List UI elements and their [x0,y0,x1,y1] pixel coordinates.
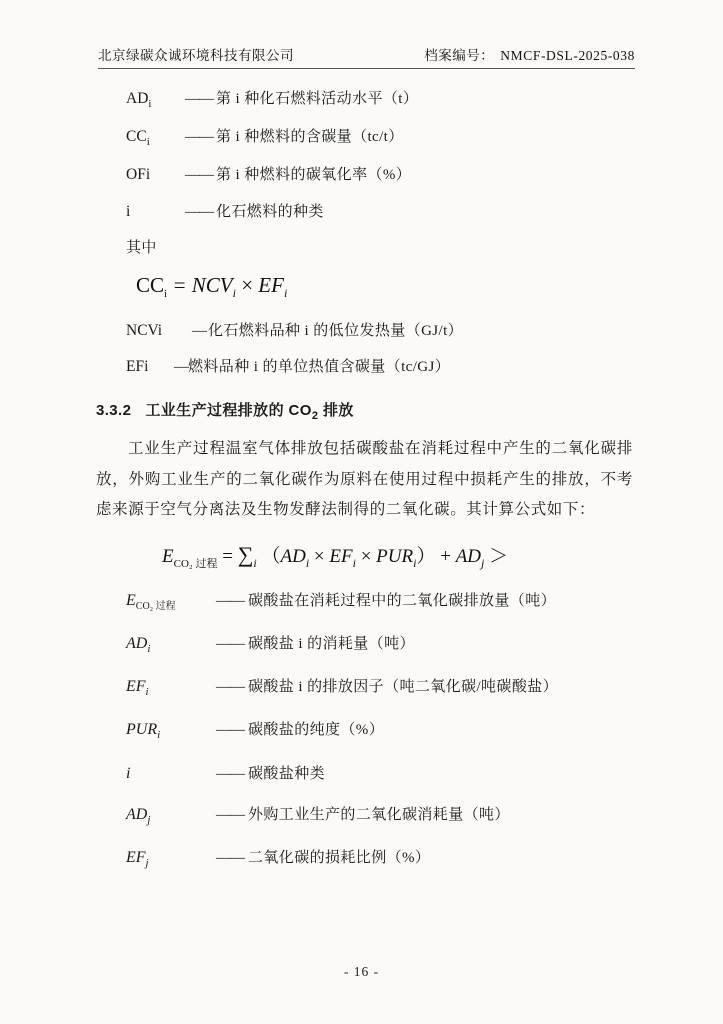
formula-lhs: CC [136,272,165,297]
formula2-pur: PUR [376,546,414,568]
definition-text: 化石燃料的种类 [216,203,324,220]
formula2-close-paren: ） [416,546,436,568]
formula2-times-1: × [313,546,325,568]
formula-equals: = [172,272,187,297]
archive-label: 档案编号： [424,48,495,63]
definition-text: 燃料品种 i 的单位热值含碳量（tc/GJ） [188,359,451,376]
header-company: 北京绿碳众诚环境科技有限公司 [98,48,294,63]
formula2-adj: AD [455,546,482,568]
definition-dash: —— [185,129,213,146]
definition-text: 二氧化碳的损耗比例（%） [248,849,431,866]
definition-line [96,632,633,655]
page-header [98,44,635,69]
definition-text: 碳酸盐的纯度（%） [248,722,385,739]
definition-line [96,803,633,826]
formula-times: × [241,272,254,297]
definition-line [96,718,633,741]
formula2-ad: AD [280,546,306,568]
definition-line [96,319,633,343]
definition-text: 碳酸盐在消耗过程中的二氧化碳排放量（吨） [248,592,557,609]
definition-dash: —— [216,636,244,653]
formula2-sum-sub: i [253,555,257,570]
definition-text: 第 i 种燃料的含碳量（tc/t） [216,129,404,146]
formula2-equals: = [222,546,233,568]
definition-text: 化石燃料品种 i 的低位发热量（GJ/t） [208,322,464,339]
definition-dash: —— [216,592,244,609]
header-archive [424,44,635,64]
section-title-after: 排放 [318,402,354,420]
formula-ncv-sub: i [232,285,236,300]
definition-line [96,87,633,113]
definition-line [96,675,633,698]
formula2-pur-sub: i [413,555,417,570]
definition-dash: —— [216,765,244,782]
definition-text: 碳酸盐种类 [248,765,326,782]
definition-text: 第 i 种燃料的碳氧化率（%） [216,167,412,184]
section-number: 3.3.2 [96,402,132,420]
definition-symbol: OFi [126,166,151,184]
formula-lhs-sub: i [164,287,168,300]
definition-line [96,846,633,869]
formula-cc [96,273,633,301]
definition-symbol: $AD_i$ [126,635,151,656]
definition-text: 碳酸盐 i 的排放因子（吨二氧化碳/吨碳酸盐） [248,679,559,696]
formula-ef: EF [258,272,284,297]
definition-line [96,200,633,224]
section-paragraph: 工业生产过程温室气体排放包括碳酸盐在消耗过程中产生的二氧化碳排放，外购工业生产的二氧化碳作为原料在使用过程中损耗产生的排放，不考虑来源于空气分离法及生物发酵法制得的二氧化碳。其计算公式如下： [96,440,633,518]
definition-symbol: $PUR_i$ [126,721,161,742]
formula2-times-2: × [360,546,372,568]
formula-ncv: NCV [191,272,233,297]
section-heading [96,399,633,422]
formula2-lhs: E [162,546,174,568]
definition-dash: —— [216,679,244,696]
formula2-sum: ∑ [237,542,254,568]
archive-number: NMCF-DSL-2025-038 [500,48,635,63]
definition-dash: —— [185,203,213,220]
formula-co2-process [96,541,633,571]
definition-dash: —— [185,91,213,107]
definition-line [96,762,633,783]
definition-line [96,589,633,612]
definition-symbol: i [126,764,131,782]
definition-text: 外购工业生产的二氧化碳消耗量（吨） [248,806,510,823]
formula2-ad-sub: i [305,555,310,570]
formula2-tail: ＞ [489,546,509,568]
definition-symbol: EFi [126,358,149,376]
formula2-ef: EF [329,546,353,568]
definition-line [96,163,633,187]
formula2-plus: + [440,546,451,568]
definition-text: 碳酸盐 i 的消耗量（吨） [248,636,415,653]
definition-dash: — [192,322,206,339]
definition-dash: —— [216,722,244,739]
definition-line [96,125,633,151]
definition-dash: —— [216,849,244,866]
formula2-lhs-sub: CO₂ 过程 [173,557,218,570]
formula2-adj-sub: j [481,555,485,570]
section-title-before: 工业生产过程排放的 CO [145,402,312,420]
definition-symbol: $AD_i$ [126,90,152,111]
definition-dash: — [174,359,188,376]
definition-dash: —— [216,806,244,823]
definition-symbol: i [126,202,131,220]
definition-line [96,355,633,379]
definition-symbol: $EF_j$ [126,848,149,870]
page-content [96,87,633,869]
formula2-ef-sub: i [352,555,356,570]
definition-symbol: $CC_i$ [126,128,150,149]
definition-symbol: NCVi [126,321,163,339]
formula-ef-sub: i [283,285,288,300]
definition-symbol: $E_{CO_2 过程}$ [126,591,176,613]
definition-symbol: $AD_j$ [126,805,151,826]
formula2-open-paren: （ [261,546,281,568]
section-title-sub: 2 [311,410,319,423]
qizhong-label: 其中 [126,239,157,256]
definition-dash: —— [185,167,213,184]
page-number: - 16 - [343,964,380,979]
definition-text: 第 i 种化石燃料活动水平（t） [216,91,419,107]
definition-symbol: $EF_i$ [126,678,149,699]
